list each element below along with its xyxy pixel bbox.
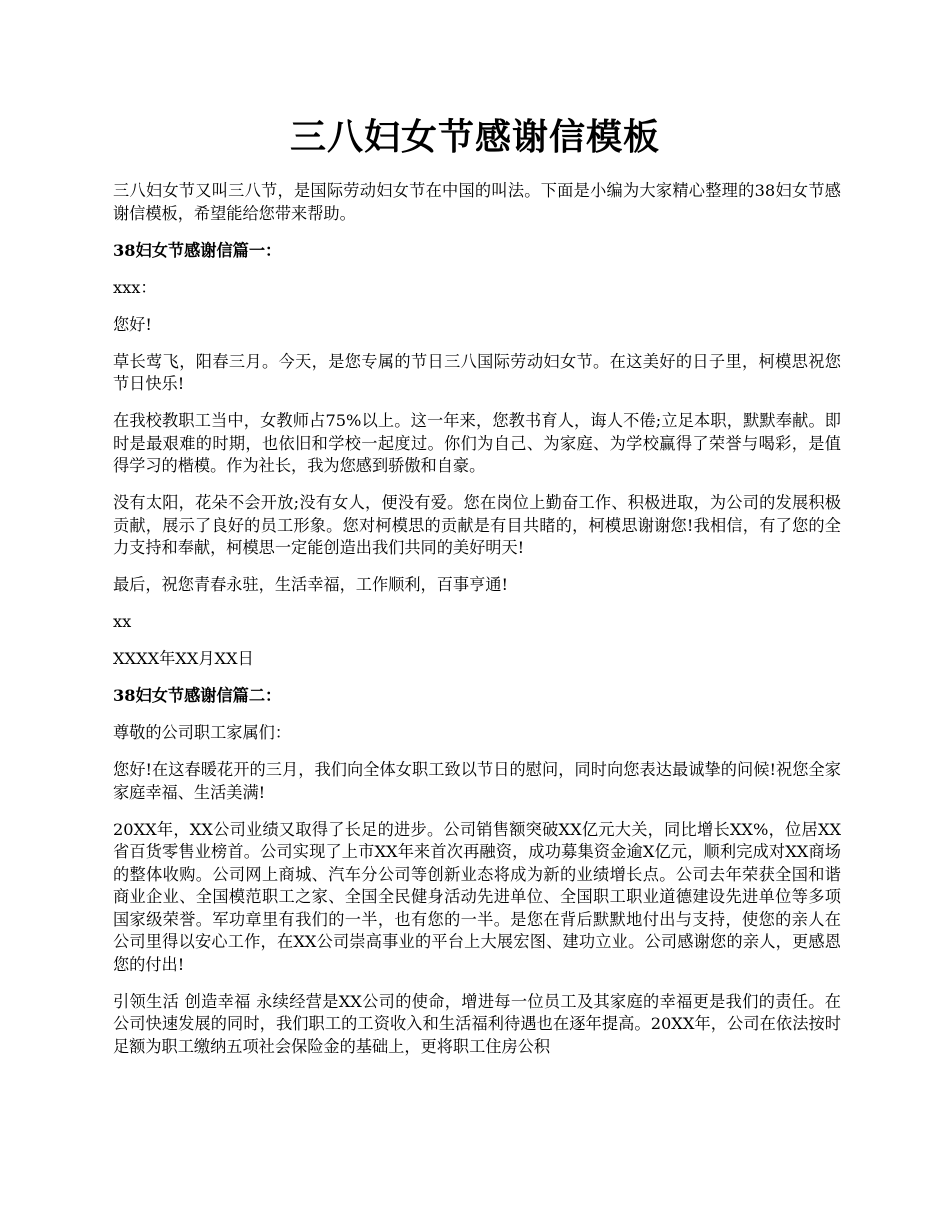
letter-paragraph: 20XX年，XX公司业绩又取得了长足的进步。公司销售额突破XX亿元大关，同比增长XX%，位居XX省百货零售业榜首。公司实现了上市XX年来首次再融资，成功募集资金逾X亿元，顺利完成对XX商场的整体收购。公司网上商城、汽车分公司等创新业态将成为新的业绩增长点。公司去年荣获全国和谐商业企业、全国模范职工之家、全国全民健身活动先进单位、全国职工职业道德建设先进单位等多项国家级荣誉。军功章里有我们的一半，也有您的一半。是您在背后默默地付出与支持，使您的亲人在公司里得以安心工作，在XX公司崇高事业的平台上大展宏图、建功立业。公司感谢您的亲人，更感恩您的付出! — [113, 819, 841, 974]
section-heading-1: 38妇女节感谢信篇一： — [113, 240, 282, 260]
letter-paragraph: 在我校教职工当中，女教师占75%以上。这一年来，您教书育人，诲人不倦;立足本职，默默奉献。即时是最艰难的时期，也依旧和学校一起度过。你们为自己、为家庭、为学校赢得了荣誉与喝彩，是值得学习的楷模。作为社长，我为您感到骄傲和自豪。 — [113, 411, 841, 475]
document-body — [113, 180, 841, 1073]
letter-date: XXXX年XX月XX日 — [113, 649, 254, 668]
salutation-recipient: 尊敬的公司职工家属们： — [113, 723, 292, 742]
document-title: 三八妇女节感谢信模板 — [289, 116, 660, 158]
signature: xx — [113, 612, 132, 631]
letter-paragraph: 您好!在这春暖花开的三月，我们向全体女职工致以节日的慰问，同时向您表达最诚挚的问候!祝您全家家庭幸福、生活美满! — [113, 760, 841, 802]
greeting: 您好! — [113, 314, 152, 334]
letter-paragraph: 引领生活 创造幸福 永续经营是XX公司的使命，增进每一位员工及其家庭的幸福更是我们的责任。在公司快速发展的同时，我们职工的工资收入和生活福利待遇也在逐年提高。20XX年，公司在依法按时足额为职工缴纳五项社会保险金的基础上，更将职工住房公积 — [113, 991, 841, 1056]
letter-paragraph: 没有太阳，花朵不会开放;没有女人，便没有爱。您在岗位上勤奋工作、积极进取，为公司的发展积极贡献，展示了良好的员工形象。您对柯模思的贡献是有目共睹的，柯模思谢谢您!我相信，有了您的全力支持和奉献，柯模思一定能创造出我们共同的美好明天! — [113, 493, 841, 557]
salutation-recipient: xxx： — [113, 277, 157, 297]
section-heading-2: 38妇女节感谢信篇二： — [113, 686, 282, 705]
closing-wishes: 最后，祝您青春永驻，生活幸福，工作顺利，百事亨通! — [113, 575, 509, 594]
intro-paragraph: 三八妇女节又叫三八节，是国际劳动妇女节在中国的叫法。下面是小编为大家精心整理的38妇女节感谢信模板，希望能给您带来帮助。 — [113, 181, 841, 223]
letter-paragraph: 草长莺飞，阳春三月。今天，是您专属的节日三八国际劳动妇女节。在这美好的日子里，柯模思祝您节日快乐! — [113, 351, 841, 393]
